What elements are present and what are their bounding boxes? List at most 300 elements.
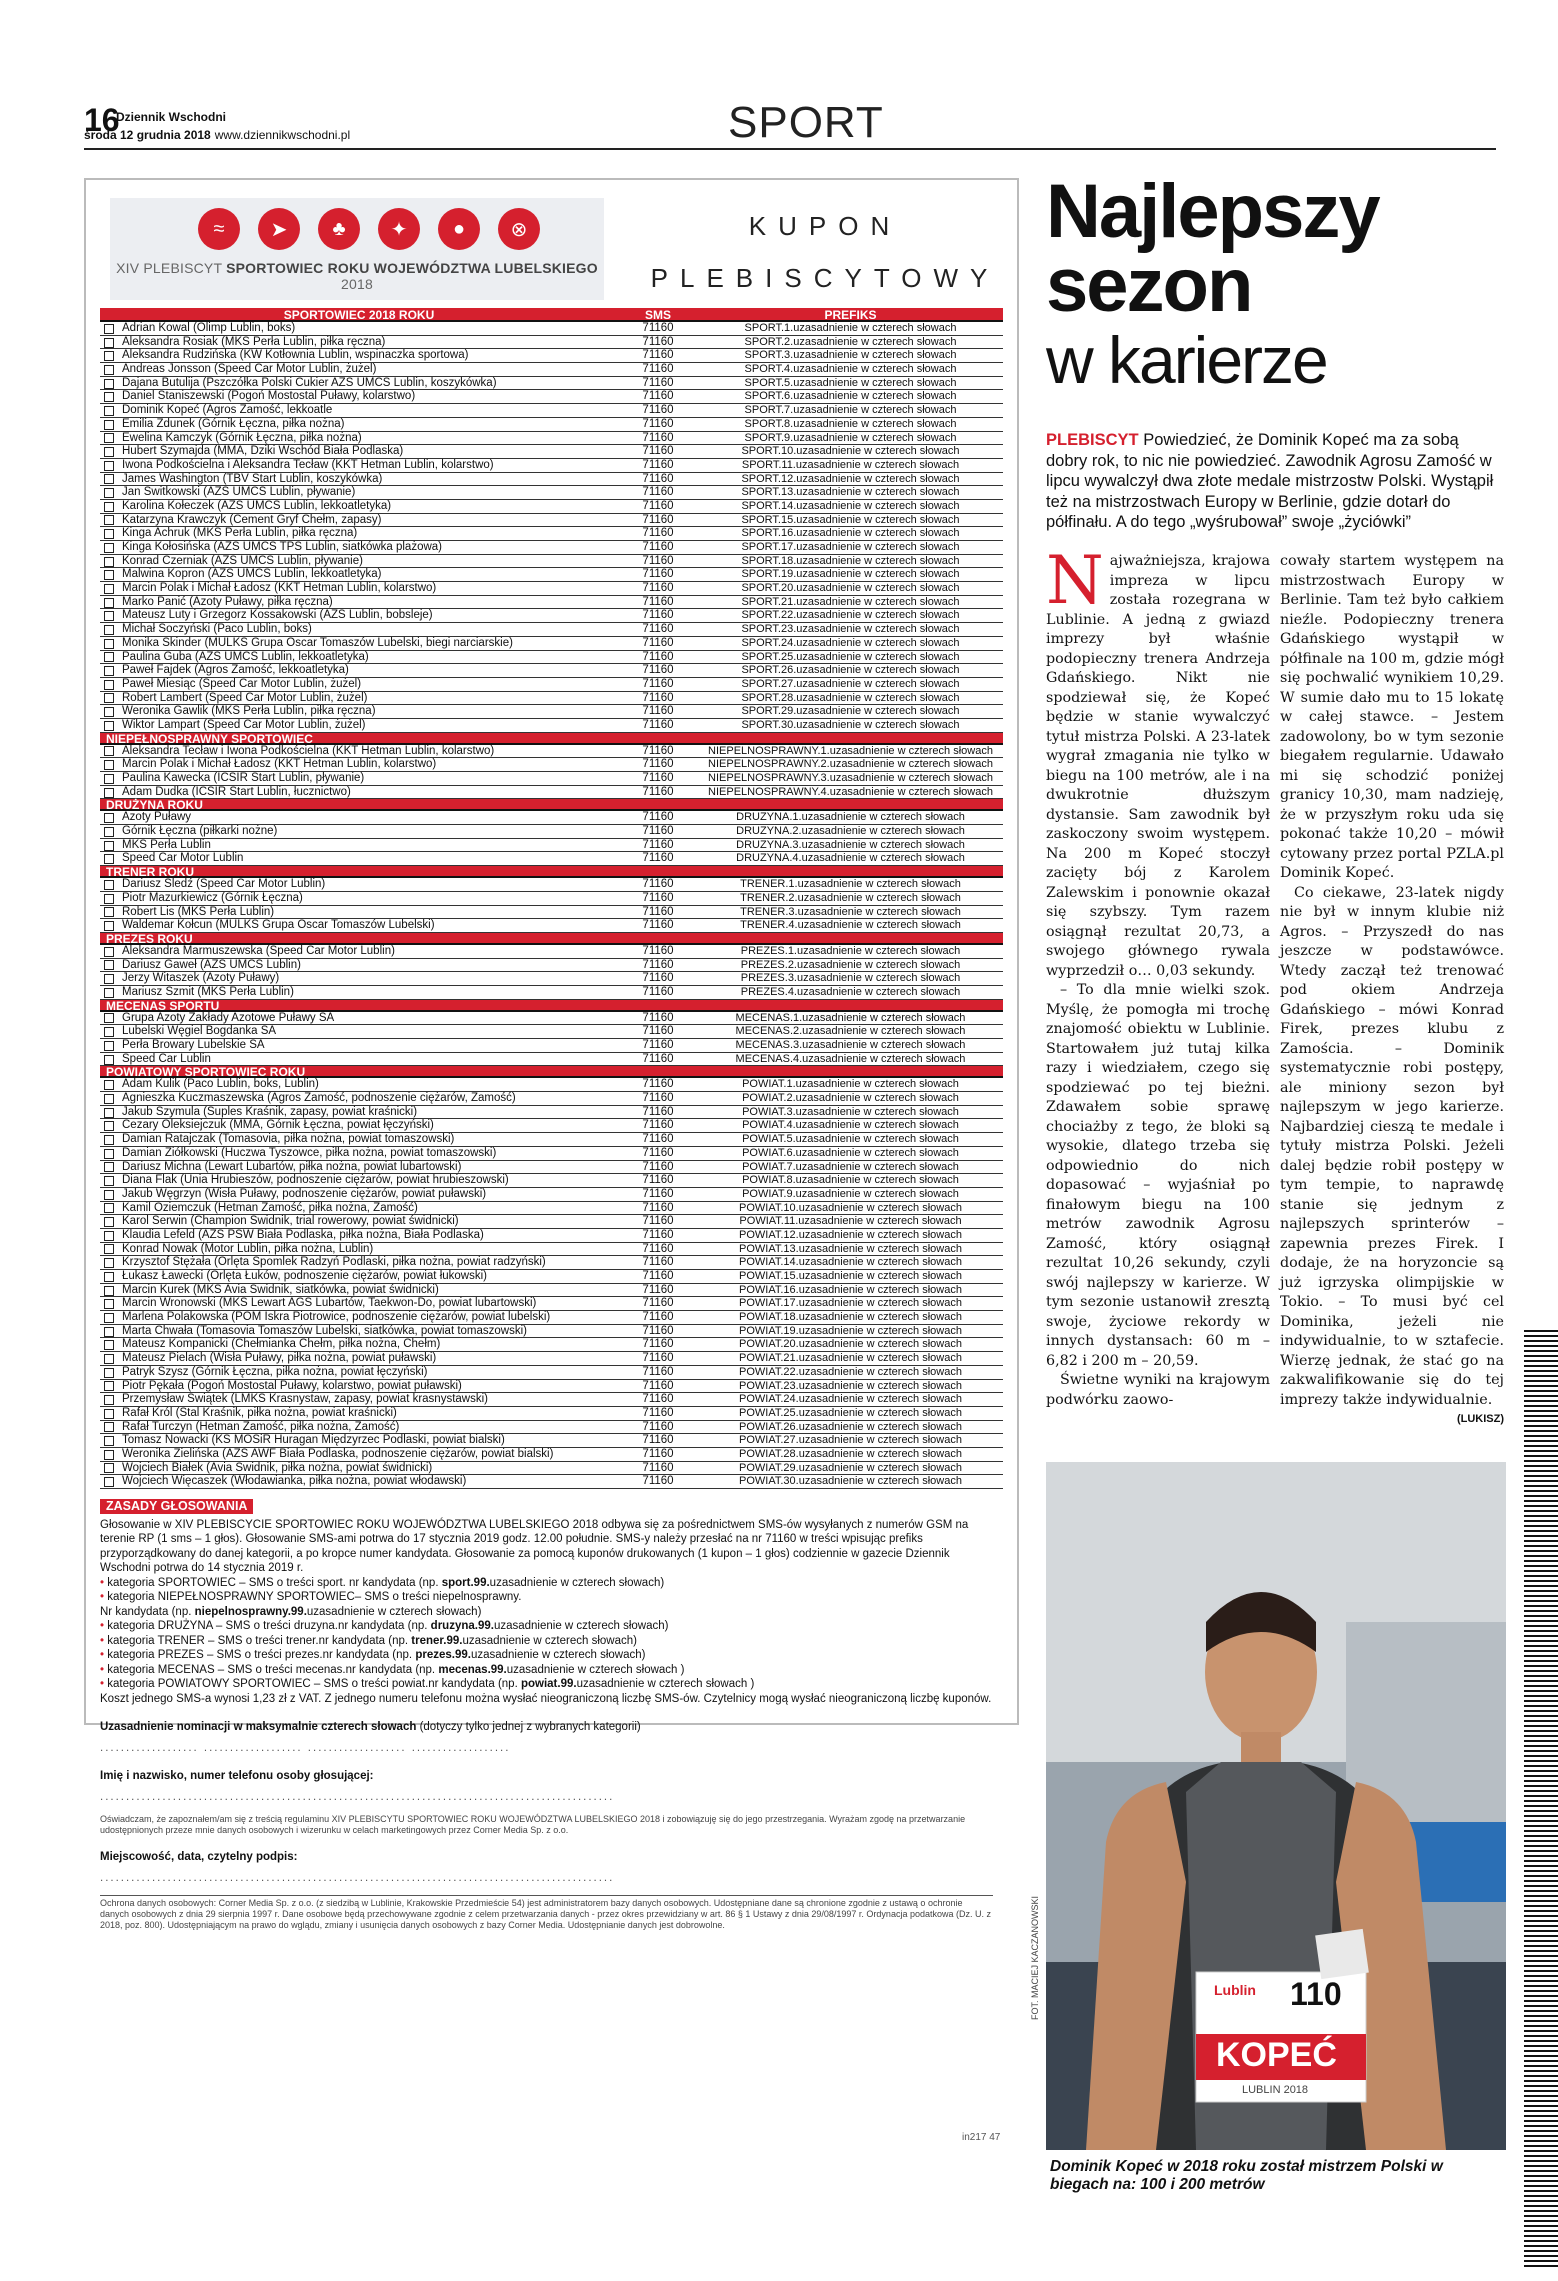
table-header: SPORTOWIEC 2018 ROKU SMS PREFIKS	[100, 308, 1003, 322]
sms-number: 71160	[642, 1215, 674, 1228]
athlete-photo	[1046, 1462, 1506, 2150]
sms-number: 71160	[642, 905, 674, 918]
vote-checkbox[interactable]	[104, 760, 114, 770]
candidate-name: Agnieszka Kuczmaszewska (Agros Zamość, podnoszenie ciężarów, Zamość)	[122, 1092, 516, 1105]
privacy-note: Ochrona danych osobowych: Corner Media Sp. z o.o. (z siedzibą w Lublinie, Krakowskie Przedmieście 54) jest administratorem bazy danych osobowych. Udostępniane dane są chronione zgodnie z ustawą o ochronie danych osobowych z dnia 29 sierpnia 1997 r. Dane osobowe będą przechowywane zgodnie z celem przetwarzania danych - przez okres przewidziany w art. 86 § 1 Ustawy z dnia 29/08/1997 r. Ordynacja podatkowa (Dz. U. z 2018, poz. 800). Udostępniającym na prawo do wglądu, zmiany i usunięcia danych osobowych z bazy Corner Media. Udostępnianie danych jest dobrowolne.	[100, 1895, 993, 1931]
candidate-row	[100, 705, 1003, 719]
candidate-name: Hubert Szymajda (MMA, Dziki Wschód Biała Podlaska)	[122, 445, 404, 458]
sms-number: 71160	[642, 1092, 674, 1105]
vote-checkbox[interactable]	[104, 406, 114, 416]
candidate-row	[100, 651, 1003, 665]
vote-checkbox[interactable]	[104, 1055, 114, 1065]
vote-checkbox[interactable]	[104, 474, 114, 484]
sms-number: 71160	[642, 1447, 674, 1460]
consent-text: Oświadczam, że zapoznałem/am się z treścią regulaminu XIV PLEBISCYTU SPORTOWIEC ROKU WOJEWÓDZTWA LUBELSKIEGO 2018 i zobowiązuję się do jego przestrzegania. Wyrażam zgodę na przetwarzanie udostępnionych przeze mnie danych osobowych i wizerunku w celach marketingowych przez Corner Media Sp. z o.o.	[100, 1814, 966, 1835]
sms-prefix: POWIAT.1.uzasadnienie w czterech słowach	[742, 1078, 959, 1091]
sms-number: 71160	[642, 1187, 674, 1200]
vote-checkbox[interactable]	[104, 707, 114, 717]
candidate-row	[100, 878, 1003, 892]
sms-number: 71160	[642, 458, 674, 471]
vote-checkbox[interactable]	[104, 988, 114, 998]
voter-name-field[interactable]: ...................................................................................................	[100, 1790, 615, 1803]
vote-checkbox[interactable]	[104, 960, 114, 970]
vote-checkbox[interactable]	[104, 1217, 114, 1227]
sms-prefix: SPORT.27.uzasadnienie w czterech słowach	[741, 677, 960, 690]
article-column-1: Najważniejsza, krajowa impreza w lipcu została rozegrana w Lublinie. A jedną z gwiazd imprezy był właśnie podopieczny trenera Andrzeja Gdańskiego. Nikt nie spodziewał się, że Kopeć będzie w stanie wywalczyć tytuł mistrza Polski. A 23-latek wygrał zmagania nie tylko w biegu na 100 metrów, ale i na dwukrotnie dłuższym dystansie. Sam zawodnik był zaskoczony swoim występem. Na 200 m Kopeć stoczył zacięty bój z Karolem Zalewskim i ponownie okazał się szybszy. Tym razem osiągnął rezultat 20,73, a swojego głównego rywala wyprzedził o… 0,03 sekundy. – To dla mnie wielki szok. Myślę, że pomogła mi trochę znajomość obiektu w Lublinie. Startowałem już tutaj kilka razy i wiedziałem, czego się spodziewać po tej bieżni. Zdawałem sobie sprawę chociażby z tego, że bloki są wysokie, dlatego trzeba się odpowiednio do nich dopasować – wyjaśniał po finałowym biegu na 100 metrów zawodnik Agrosu Zamość, który osiągnął rezultat 10,26 sekundy, czyli swój najlepszy w karierze. W tym sezonie ustanowił zresztą swoje, życiowe rekordy w innych dystansach: 60 m – 6,82 i 200 m – 20,59. Świetne wyniki na krajowym podwórku zaowo-	[1046, 542, 1270, 1408]
candidate-row	[100, 363, 1003, 377]
vote-checkbox[interactable]	[104, 351, 114, 361]
sms-prefix: TRENER.2.uzasadnienie w czterech słowach	[740, 891, 961, 904]
vote-checkbox[interactable]	[104, 461, 114, 471]
candidate-name: Wiktor Lampart (Speed Car Motor Lublin, żużel)	[122, 718, 366, 731]
sms-number: 71160	[642, 705, 674, 718]
sms-prefix: SPORT.23.uzasadnienie w czterech słowach	[741, 623, 960, 636]
sms-prefix: POWIAT.16.uzasadnienie w czterech słowach	[739, 1283, 962, 1296]
article-lead: PLEBISCYT Powiedzieć, że Dominik Kopeć ma za sobą dobry rok, to nic nie powiedzieć. Zawodnik Agrosu Zamość w lipcu wywalczył dwa złote medale mistrzostw Polski. Wystąpił też na mistrzostwach Europy w Berlinie, gdzie dotarł do półfinału. A do tego „wyśrubował” swoje „życiówki”	[1046, 431, 1494, 531]
vote-checkbox[interactable]	[104, 324, 114, 334]
candidate-row	[100, 637, 1003, 651]
vote-checkbox[interactable]	[104, 1176, 114, 1186]
candidate-name: Monika Skinder (MULKS Grupa Oscar Tomaszów Lubelski, biegi narciarskie)	[122, 636, 513, 649]
candidate-name: Jakub Szymula (Suples Kraśnik, zapasy, powiat kraśnicki)	[122, 1105, 418, 1118]
site-url[interactable]: www.dziennikwschodni.pl	[214, 128, 351, 142]
candidate-name: Marko Panić (Azoty Puławy, piłka ręczna)	[122, 595, 333, 608]
vote-checkbox[interactable]	[104, 392, 114, 402]
sms-prefix: POWIAT.18.uzasadnienie w czterech słowach	[739, 1311, 962, 1324]
sms-number: 71160	[642, 1052, 674, 1065]
candidate-name: Dominik Kopeć (Agros Zamość, lekkoatle	[122, 404, 333, 417]
vote-checkbox[interactable]	[104, 625, 114, 635]
candidate-name: Grupa Azoty Zakłady Azotowe Puławy SA	[122, 1011, 335, 1024]
vote-checkbox[interactable]	[104, 1463, 114, 1473]
candidate-name: Konrad Nowak (Motor Lublin, piłka nożna, Lublin)	[122, 1242, 374, 1255]
sms-prefix: SPORT.30.uzasadnienie w czterech słowach	[741, 718, 960, 731]
vote-checkbox[interactable]	[104, 1368, 114, 1378]
place-date-field[interactable]: ...................................................................................................	[100, 1871, 615, 1884]
vote-checkbox[interactable]	[104, 827, 114, 837]
sms-prefix: POWIAT.28.uzasadnienie w czterech słowach	[739, 1447, 962, 1460]
candidate-row	[100, 719, 1003, 733]
vote-checkbox[interactable]	[104, 1135, 114, 1145]
candidate-row	[100, 473, 1003, 487]
candidate-name: Dariusz Michna (Lewart Lubartów, piłka nożna, powiat lubartowski)	[122, 1160, 462, 1173]
candidate-row	[100, 1092, 1003, 1106]
candidate-name: Daniel Staniszewski (Pogoń Mostostal Puławy, kolarstwo)	[122, 390, 416, 403]
candidate-row	[100, 1421, 1003, 1435]
candidate-row	[100, 852, 1003, 866]
sms-prefix: NIEPELNOSPRAWNY.4.uzasadnienie w czterech słowach	[708, 785, 993, 798]
candidate-row	[100, 745, 1003, 759]
sms-prefix: SPORT.22.uzasadnienie w czterech słowach	[741, 609, 960, 622]
vote-checkbox[interactable]	[104, 447, 114, 457]
candidate-name: Adam Dudka (ICSIR Start Lublin, łucznictwo)	[122, 785, 351, 798]
vote-checkbox[interactable]	[104, 774, 114, 784]
candidate-name: Emilia Zdunek (Górnik Łęczna, piłka nożna)	[122, 417, 345, 430]
candidate-row	[100, 1284, 1003, 1298]
candidate-name: Łukasz Ławecki (Orlęta Łuków, podnoszenie ciężarów, powiat łukowski)	[122, 1270, 487, 1282]
sms-number: 71160	[642, 1365, 674, 1378]
vote-checkbox[interactable]	[104, 721, 114, 731]
vote-checkbox[interactable]	[104, 746, 114, 756]
candidate-row	[100, 596, 1003, 610]
vote-checkbox[interactable]	[104, 947, 114, 957]
sms-prefix: POWIAT.14.uzasadnienie w czterech słowach	[739, 1256, 962, 1269]
candidate-row	[100, 1188, 1003, 1202]
candidate-name: Speed Car Lublin	[122, 1052, 211, 1065]
sms-number: 71160	[642, 1352, 674, 1365]
vote-checkbox[interactable]	[104, 1286, 114, 1296]
candidate-row	[100, 786, 1003, 800]
sms-number: 71160	[642, 1256, 674, 1269]
sms-prefix: POWIAT.22.uzasadnienie w czterech słowach	[739, 1365, 962, 1378]
sms-prefix: POWIAT.30.uzasadnienie w czterech słowach	[739, 1475, 962, 1488]
candidate-name: Mariusz Szmit (MKS Perła Lublin)	[122, 985, 294, 998]
candidate-name: Robert Lis (MKS Perła Lublin)	[122, 905, 275, 918]
vote-checkbox[interactable]	[104, 666, 114, 676]
vote-checkbox[interactable]	[104, 693, 114, 703]
vote-checkbox[interactable]	[104, 1027, 114, 1037]
rules-list	[100, 1576, 993, 1692]
sms-number: 71160	[642, 1406, 674, 1419]
sms-number: 71160	[642, 664, 674, 677]
sms-number: 71160	[642, 1379, 674, 1392]
vote-checkbox[interactable]	[104, 974, 114, 984]
vote-checkbox[interactable]	[104, 611, 114, 621]
gymnastics-icon: ✦	[378, 208, 420, 250]
vote-checkbox[interactable]	[104, 854, 114, 864]
rule-item: • kategoria DRUŻYNA – SMS o treści druzyna.nr kandydata (np. druzyna.99.uzasadnienie w czterech słowach)	[100, 1620, 669, 1632]
candidate-name: Konrad Czerniak (AZS UMCS Lublin, pływanie)	[122, 554, 363, 567]
photo-caption: Dominik Kopeć w 2018 roku został mistrzem Polski w biegach na: 100 i 200 metrów	[1050, 2158, 1443, 2193]
header-rule	[84, 148, 1496, 150]
sms-prefix: SPORT.28.uzasadnienie w czterech słowach	[741, 691, 960, 704]
vote-checkbox[interactable]	[104, 1395, 114, 1405]
sms-prefix: SPORT.2.uzasadnienie w czterech słowach	[744, 335, 957, 348]
kicker: PLEBISCYT	[1046, 431, 1139, 449]
candidate-row	[100, 1133, 1003, 1147]
sms-prefix: SPORT.4.uzasadnienie w czterech słowach	[744, 363, 957, 376]
vote-checkbox[interactable]	[104, 338, 114, 348]
candidate-row	[100, 1297, 1003, 1311]
vote-checkbox[interactable]	[104, 1450, 114, 1460]
candidate-name: Mateusz Kompanicki (Chełmianka Chełm, piłka nożna, Chełm)	[122, 1338, 441, 1351]
candidate-row	[100, 418, 1003, 432]
candidate-name: Górnik Łęczna (piłkarki nożne)	[122, 825, 278, 838]
candidate-name: Marta Chwała (Tomasovia Tomaszów Lubelski, siatkówka, powiat tomaszowski)	[122, 1324, 527, 1337]
sms-number: 71160	[642, 891, 674, 904]
sms-number: 71160	[642, 811, 674, 824]
vote-checkbox[interactable]	[104, 598, 114, 608]
candidate-name: Katarzyna Krawczyk (Cement Gryf Chełm, zapasy)	[122, 513, 382, 526]
print-crop-marks	[1524, 1330, 1558, 2270]
sms-prefix: SPORT.11.uzasadnienie w czterech słowach	[741, 458, 960, 471]
bib-sponsor: Lublin	[1214, 1982, 1256, 1998]
candidate-name: Mateusz Pielach (Wisła Puławy, piłka nożna, powiat puławski)	[122, 1352, 437, 1365]
sms-prefix: SPORT.14.uzasadnienie w czterech słowach	[741, 499, 960, 512]
sms-prefix: TRENER.1.uzasadnienie w czterech słowach	[740, 878, 961, 891]
vote-checkbox[interactable]	[104, 1080, 114, 1090]
sms-number: 71160	[642, 623, 674, 636]
rule-item: • kategoria NIEPEŁNOSPRAWNY SPORTOWIEC– SMS o treści niepelnosprawny.	[100, 1591, 522, 1603]
vote-checkbox[interactable]	[104, 921, 114, 931]
category-heading: NIEPEŁNOSPRAWNY SPORTOWIEC	[100, 733, 1003, 745]
candidate-row	[100, 825, 1003, 839]
sms-number: 71160	[642, 718, 674, 731]
candidate-row	[100, 906, 1003, 920]
vote-checkbox[interactable]	[104, 1041, 114, 1051]
football-icon: ●	[438, 208, 480, 250]
candidate-row	[100, 664, 1003, 678]
candidate-row	[100, 1393, 1003, 1407]
candidate-row	[100, 1174, 1003, 1188]
vote-checkbox[interactable]	[104, 570, 114, 580]
sms-prefix: POWIAT.25.uzasadnienie w czterech słowach	[739, 1406, 962, 1419]
vote-checkbox[interactable]	[104, 1121, 114, 1131]
vote-checkbox[interactable]	[104, 1258, 114, 1268]
candidate-name: Jerzy Witaszek (Azoty Puławy)	[122, 972, 280, 985]
sms-prefix: SPORT.10.uzasadnienie w czterech słowach	[741, 445, 960, 458]
sms-prefix: POWIAT.24.uzasadnienie w czterech słowach	[739, 1393, 962, 1406]
candidate-row	[100, 839, 1003, 853]
candidate-row	[100, 1229, 1003, 1243]
candidate-row	[100, 678, 1003, 692]
sms-number: 71160	[642, 944, 674, 957]
candidate-row	[100, 919, 1003, 933]
candidate-name: Mateusz Luty i Grzegorz Kossakowski (AZS Lublin, bobsleje)	[122, 609, 433, 622]
sms-prefix: PREZES.3.uzasadnienie w czterech słowach	[740, 972, 961, 985]
sms-prefix: DRUZYNA.4.uzasadnienie w czterech słowach	[736, 852, 965, 865]
sms-number: 71160	[642, 390, 674, 403]
sms-prefix: POWIAT.21.uzasadnienie w czterech słowach	[739, 1352, 962, 1365]
candidate-name: Paulina Guba (AZS UMCS Lublin, lekkoatletyka)	[122, 650, 369, 663]
vote-checkbox[interactable]	[104, 1094, 114, 1104]
sms-number: 71160	[642, 1434, 674, 1447]
vote-checkbox[interactable]	[104, 1313, 114, 1323]
vote-checkbox[interactable]	[104, 420, 114, 430]
candidate-name: Aleksandra Rudzińska (KW Kotłownia Lublin, wspinaczka sportowa)	[122, 349, 469, 362]
candidate-row	[100, 1215, 1003, 1229]
sms-number: 71160	[642, 1105, 674, 1118]
vote-checkbox[interactable]	[104, 1381, 114, 1391]
vote-checkbox[interactable]	[104, 1013, 114, 1023]
candidate-row	[100, 1380, 1003, 1394]
vote-checkbox[interactable]	[104, 1231, 114, 1241]
vote-checkbox[interactable]	[104, 788, 114, 798]
candidate-row	[100, 945, 1003, 959]
sms-number: 71160	[642, 1270, 674, 1282]
vote-checkbox[interactable]	[104, 488, 114, 498]
vote-checkbox[interactable]	[104, 907, 114, 917]
sms-number: 71160	[642, 1011, 674, 1024]
sms-prefix: SPORT.21.uzasadnienie w czterech słowach	[741, 595, 960, 608]
vote-checkbox[interactable]	[104, 379, 114, 389]
candidate-name: Paweł Fajdek (Agros Zamość, lekkoatletyka)	[122, 664, 349, 677]
sms-prefix: SPORT.26.uzasadnienie w czterech słowach	[741, 664, 960, 677]
candidate-row	[100, 1475, 1003, 1489]
rules-intro: Głosowanie w XIV PLEBISCYCIE SPORTOWIEC ROKU WOJEWÓDZTWA LUBELSKIEGO 2018 odbywa się za pośrednictwem SMS-ów wysyłanych z numerów GSM na terenie RP (1 sms – 1 głos). Głosowanie SMS-ami potrwa do 17 stycznia 2019 godz. 12.00 południe. SMS-y należy przesłać na nr 71160 w treści wpisując prefiks przyporządkowany do danej kategorii, a po kropce numer kandydata. Głosowanie za pomocą kuponów drukowanych (1 kupon – 1 głos) codziennie w gazecie Dziennik Wschodni potrwa do 14 stycznia 2019 r.	[100, 1518, 969, 1574]
sms-number: 71160	[642, 554, 674, 567]
rule-item: • kategoria MECENAS – SMS o treści mecenas.nr kandydata (np. mecenas.99.uzasadnienie w czterech słowach )	[100, 1663, 685, 1676]
sms-number: 71160	[642, 650, 674, 663]
candidate-row	[100, 555, 1003, 569]
sms-number: 71160	[642, 1324, 674, 1337]
sms-number: 71160	[642, 1119, 674, 1132]
vote-checkbox[interactable]	[104, 880, 114, 890]
candidate-row	[100, 1434, 1003, 1448]
vote-checkbox[interactable]	[104, 639, 114, 649]
candidate-row	[100, 1202, 1003, 1216]
sms-number: 71160	[642, 1242, 674, 1255]
vote-checkbox[interactable]	[104, 1409, 114, 1419]
sms-number: 71160	[642, 527, 674, 540]
sms-number: 71160	[642, 785, 674, 798]
candidate-row	[100, 1407, 1003, 1421]
vote-checkbox[interactable]	[104, 433, 114, 443]
candidate-row	[100, 1025, 1003, 1039]
vote-checkbox[interactable]	[104, 1190, 114, 1200]
vote-checkbox[interactable]	[104, 557, 114, 567]
rule-item: • kategoria POWIATOWY SPORTOWIEC – SMS o treści powiat.nr kandydata (np. powiat.99.uzasadnienie w czterech słowach )	[100, 1678, 755, 1690]
sms-number: 71160	[642, 1283, 674, 1296]
candidate-row	[100, 811, 1003, 825]
rule-item: • kategoria PREZES – SMS o treści prezes.nr kandydata (np. prezes.99.uzasadnienie w czterech słowach)	[100, 1649, 646, 1661]
sms-number: 71160	[642, 445, 674, 458]
candidate-row	[100, 986, 1003, 1000]
sms-number: 71160	[642, 1297, 674, 1310]
vote-checkbox[interactable]	[104, 543, 114, 553]
sms-prefix: SPORT.29.uzasadnienie w czterech słowach	[741, 705, 960, 718]
candidate-name: Klaudia Lefeld (AZS PSW Biała Podlaska, piłka nożna, Biała Podlaska)	[122, 1228, 484, 1241]
swimming-icon: ≈	[198, 208, 240, 250]
candidate-row	[100, 1147, 1003, 1161]
sms-prefix: POWIAT.26.uzasadnienie w czterech słowach	[739, 1420, 962, 1433]
sms-number: 71160	[642, 417, 674, 430]
sms-prefix: DRUZYNA.3.uzasadnienie w czterech słowach	[736, 838, 965, 851]
candidate-row	[100, 1119, 1003, 1133]
candidate-name: Patryk Szysz (Górnik Łęczna, piłka nożna, powiat łęczyński)	[122, 1365, 428, 1378]
sms-prefix: SPORT.5.uzasadnienie w czterech słowach	[744, 376, 957, 389]
vote-checkbox[interactable]	[104, 529, 114, 539]
candidate-name: Andreas Jonsson (Speed Car Motor Lublin, żużel)	[122, 363, 377, 376]
vote-checkbox[interactable]	[104, 1327, 114, 1337]
candidate-name: Paulina Kawecka (ICSIR Start Lublin, pływanie)	[122, 772, 365, 784]
vote-checkbox[interactable]	[104, 1477, 114, 1487]
candidate-name: Marcin Polak i Michał Ładosz (KKT Hetman Lublin, kolarstwo)	[122, 758, 437, 771]
sms-prefix: PREZES.4.uzasadnienie w czterech słowach	[740, 985, 961, 998]
vote-checkbox[interactable]	[104, 515, 114, 525]
candidate-name: Diana Flak (Unia Hrubieszów, podnoszenie ciężarów, powiat hrubieszowski)	[122, 1174, 509, 1187]
publication-name: Dziennik Wschodni	[116, 110, 227, 124]
sms-number: 71160	[642, 499, 674, 512]
candidate-name: Adam Kulik (Paco Lublin, boks, Lublin)	[122, 1078, 319, 1091]
issue-date: środa 12 grudnia 2018 www.dziennikwschodni.pl	[84, 128, 351, 142]
vote-checkbox[interactable]	[104, 1340, 114, 1350]
sms-number: 71160	[642, 1146, 674, 1159]
candidate-name: MKS Perła Lublin	[122, 838, 211, 851]
vote-checkbox[interactable]	[104, 1149, 114, 1159]
coupon-header	[100, 192, 1003, 308]
sms-number: 71160	[642, 878, 674, 891]
candidate-name: Dariusz Gaweł (AZS UMCS Lublin)	[122, 958, 301, 971]
sms-prefix: TRENER.3.uzasadnienie w czterech słowach	[740, 905, 961, 918]
vote-checkbox[interactable]	[104, 1354, 114, 1364]
candidate-name: Rafał Turczyn (Hetman Zamość, piłka nożna, Zamość)	[122, 1420, 400, 1433]
voter-name-label: Imię i nazwisko, numer telefonu osoby głosującej:	[100, 1770, 374, 1782]
candidate-name: Marcin Kurek (MKS Avia Świdnik, siatkówka, powiat świdnicki)	[122, 1283, 439, 1296]
vote-checkbox[interactable]	[104, 502, 114, 512]
category-heading: DRUŻYNA ROKU	[100, 799, 1003, 811]
sms-prefix: SPORT.16.uzasadnienie w czterech słowach	[741, 527, 960, 540]
rules-heading: ZASADY GŁOSOWANIA	[100, 1499, 253, 1514]
rule-item: • kategoria SPORTOWIEC – SMS o treści sport. nr kandydata (np. sport.99.uzasadnienie w czterech słowach)	[100, 1576, 665, 1589]
candidate-name: Wojciech Białek (Avia Świdnik, piłka nożna, powiat świdnicki)	[122, 1461, 433, 1474]
sms-number: 71160	[642, 609, 674, 622]
candidate-row	[100, 892, 1003, 906]
vote-checkbox[interactable]	[104, 652, 114, 662]
sms-prefix: POWIAT.4.uzasadnienie w czterech słowach	[742, 1119, 959, 1132]
candidate-row	[100, 1039, 1003, 1053]
candidate-name: Michał Soczyński (Paco Lublin, boks)	[122, 623, 312, 636]
vote-checkbox[interactable]	[104, 584, 114, 594]
vote-checkbox[interactable]	[104, 1436, 114, 1446]
coupon-title: KUPON PLEBISCYTOWY	[650, 211, 1000, 293]
vote-checkbox[interactable]	[104, 1203, 114, 1213]
candidate-row	[100, 404, 1003, 418]
candidate-row	[100, 390, 1003, 404]
vote-checkbox[interactable]	[104, 894, 114, 904]
vote-checkbox[interactable]	[104, 365, 114, 375]
candidate-row	[100, 568, 1003, 582]
sms-number: 71160	[642, 1338, 674, 1351]
justification-field[interactable]: ................... ................... ................... ...................	[100, 1741, 511, 1754]
sms-number: 71160	[642, 1393, 674, 1406]
sms-prefix: MECENAS.4.uzasadnienie w czterech słowach	[735, 1052, 966, 1065]
candidate-name: Piotr Pękała (Pogoń Mostostal Puławy, kolarstwo, powiat puławski)	[122, 1379, 462, 1392]
vote-checkbox[interactable]	[104, 813, 114, 823]
sms-number: 71160	[642, 691, 674, 704]
candidate-row	[100, 459, 1003, 473]
vote-checkbox[interactable]	[104, 841, 114, 851]
candidate-row	[100, 1338, 1003, 1352]
rules-cost: Koszt jednego SMS-a wynosi 1,23 zł z VAT. Z jednego numeru telefonu można wysłać nieograniczoną liczbę SMS-ów. Czytelnicy mogą wysłać nieograniczoną liczbę kuponów.	[100, 1692, 992, 1705]
category-heading: MECENAS SPORTU	[100, 1000, 1003, 1012]
vote-checkbox[interactable]	[104, 680, 114, 690]
sms-number: 71160	[642, 1420, 674, 1433]
sms-prefix: POWIAT.5.uzasadnienie w czterech słowach	[742, 1133, 959, 1146]
candidate-row	[100, 609, 1003, 623]
candidate-row	[100, 582, 1003, 596]
vote-checkbox[interactable]	[104, 1299, 114, 1309]
sms-number: 71160	[642, 1311, 674, 1324]
vote-checkbox[interactable]	[104, 1162, 114, 1172]
vote-checkbox[interactable]	[104, 1422, 114, 1432]
sms-prefix: PREZES.2.uzasadnienie w czterech słowach	[740, 958, 961, 971]
voting-rules	[100, 1499, 1003, 1931]
sms-prefix: POWIAT.27.uzasadnienie w czterech słowach	[739, 1434, 962, 1447]
vote-checkbox[interactable]	[104, 1272, 114, 1282]
dropcap: N	[1046, 542, 1104, 619]
vote-checkbox[interactable]	[104, 1244, 114, 1254]
vote-checkbox[interactable]	[104, 1108, 114, 1118]
athletics-icon: ♣	[318, 208, 360, 250]
candidate-name: Weronika Zielińska (AZS AWF Biała Podlaska, podnoszenie ciężarów, powiat bialski)	[122, 1447, 554, 1460]
sms-number: 71160	[642, 431, 674, 444]
candidate-name: Speed Car Motor Lublin	[122, 852, 244, 865]
candidate-row	[100, 623, 1003, 637]
sms-prefix: PREZES.1.uzasadnienie w czterech słowach	[740, 944, 961, 957]
candidate-name: Rafał Król (Stal Kraśnik, piłka nożna, powiat kraśnicki)	[122, 1406, 397, 1419]
sms-number: 71160	[642, 568, 674, 581]
